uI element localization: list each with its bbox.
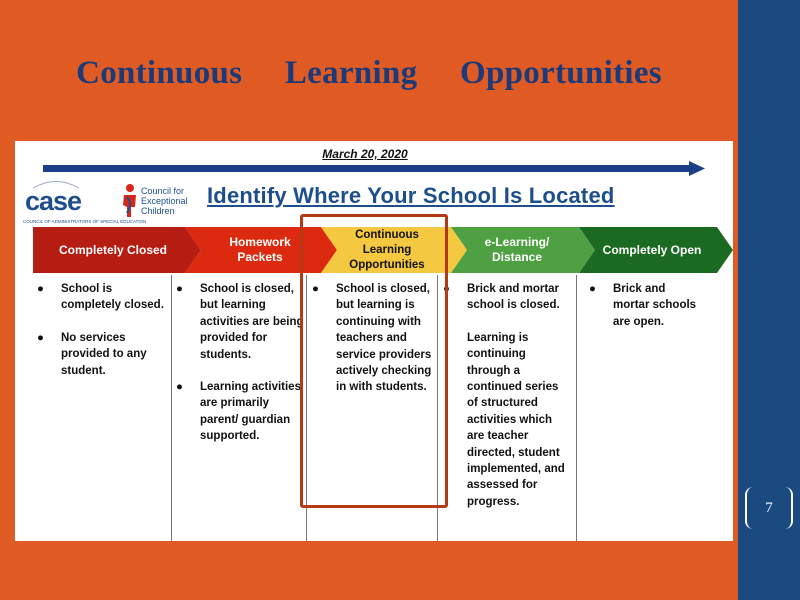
- stage-label-e-learning: e-Learning/ Distance: [484, 235, 550, 264]
- main-heading: Identify Where Your School Is Located: [207, 183, 615, 208]
- list-item: ● School is completely closed.: [37, 283, 164, 312]
- stage-column-e-learning: [443, 275, 571, 541]
- list-item: ● School is closed, but learning is continuing with teachers and service providers actively checking in with students.: [312, 283, 432, 394]
- case-logo-subtitle: COUNCIL OF ADMINISTRATORS OF SPECIAL EDUCATION: [23, 219, 147, 224]
- stage-column-completely-closed: [37, 275, 165, 541]
- column-divider: [576, 275, 577, 541]
- list-item: ● Brick and mortar school is closed.: [443, 283, 560, 312]
- cec-logo-text: Council for Exceptional Children: [141, 186, 188, 216]
- date-label: March 20, 2020: [322, 147, 408, 161]
- case-logo-text: case: [25, 186, 82, 216]
- timeline-arrow: [43, 161, 705, 176]
- list-item: ● School is closed, but learning activities are being provided for students.: [176, 283, 304, 361]
- list-item: ● Learning activities are primarily parent/ guardian supported.: [176, 381, 301, 443]
- list-item: ● No services provided to any student.: [37, 331, 147, 377]
- page-number: 7: [745, 487, 793, 529]
- stage-label-homework-packets: Homework Packets: [229, 235, 291, 264]
- column-divider: [171, 275, 172, 541]
- stage-label-continuous-learning: Continuous Learning Opportunities: [349, 228, 425, 271]
- list-item: Learning is continuing through a continued series of structured activities which are teacher directed, student implemented, and assessed for progress.: [467, 331, 565, 508]
- case-cec-logo: [21, 179, 206, 227]
- stage-label-completely-closed: Completely Closed: [58, 242, 168, 257]
- stage-column-homework-packets: [176, 275, 304, 541]
- cec-figure-icon: [121, 183, 139, 219]
- stage-label-completely-open: Completely Open: [602, 242, 702, 257]
- stage-column-completely-open: [589, 275, 703, 541]
- slide-title: Continuous Learning Opportunities: [76, 55, 662, 91]
- list-item: ● Brick and mortar schools are open.: [589, 283, 697, 328]
- highlight-box-continuous-learning: [300, 214, 448, 508]
